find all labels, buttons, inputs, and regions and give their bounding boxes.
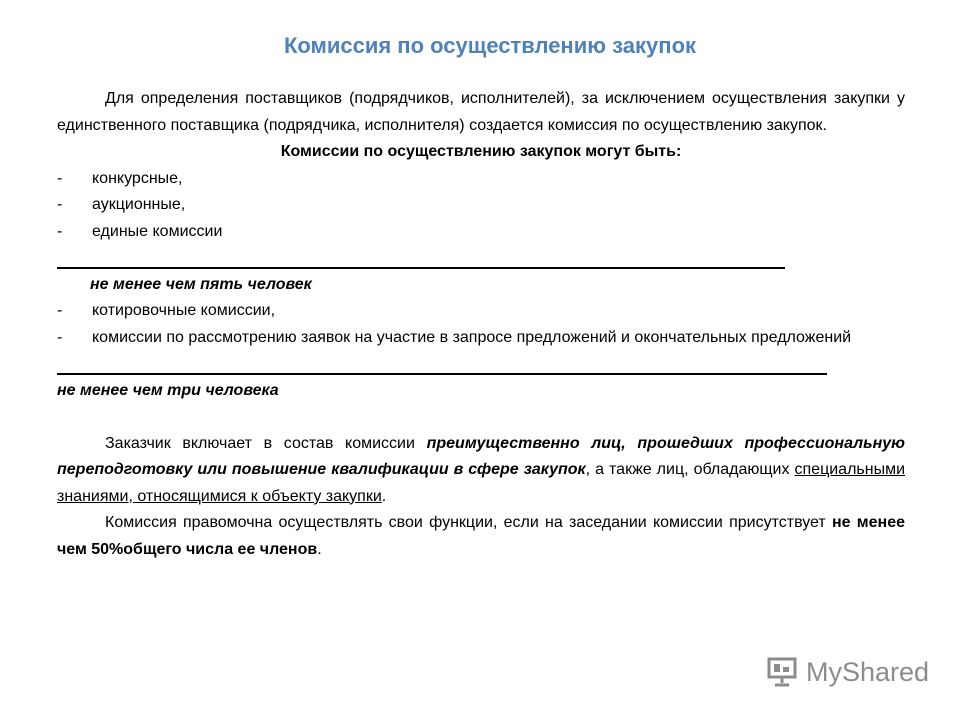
list-item bbox=[57, 219, 905, 246]
group1-min-members: не менее чем пять человек bbox=[90, 275, 312, 293]
group1-list bbox=[57, 166, 905, 246]
slide-body bbox=[57, 86, 905, 563]
watermark-logo bbox=[766, 655, 929, 689]
text-run-underline: специальными знаниями, относящимися к объекту закупки bbox=[57, 461, 906, 505]
divider bbox=[57, 245, 905, 272]
group2-min-members: не менее чем три человека bbox=[57, 381, 279, 399]
watermark-text: MyShared bbox=[806, 656, 930, 687]
page-title: Комиссия по осуществлению закупок bbox=[283, 33, 697, 58]
list-item-text: конкурсные, bbox=[92, 169, 183, 187]
text-run: Заказчик включает в состав комиссии bbox=[105, 434, 427, 452]
dash: - bbox=[57, 302, 63, 319]
text-run-bold: не менее чем 50%общего числа ее членов bbox=[57, 514, 905, 558]
types-heading: Комиссии по осуществлению закупок могут быть: bbox=[280, 143, 682, 160]
list-item bbox=[57, 166, 905, 193]
divider bbox=[57, 351, 905, 378]
list-item bbox=[57, 298, 905, 325]
dash: - bbox=[57, 169, 63, 187]
list-item-text: комиссии по рассмотрению заявок на участие в запросе предложений и окончательных предложений bbox=[92, 328, 852, 346]
text-run-emphasis: преимущественно лиц, прошедших профессиональную переподготовку или повышение квалификации в сфере закупок bbox=[57, 434, 906, 478]
dash: - bbox=[57, 196, 63, 213]
intro-paragraph: Для определения поставщиков (подрядчиков, исполнителей), за исключением осуществления закупки у единственного поставщика (подрядчика, исполнителя) создается комиссия по осуществлению закупок. bbox=[57, 90, 905, 134]
list-item bbox=[57, 192, 905, 219]
spacer bbox=[57, 404, 905, 431]
presentation-icon bbox=[766, 655, 800, 689]
list-item-text: аукционные, bbox=[92, 196, 186, 213]
group2-list bbox=[57, 298, 905, 351]
list-item-text: котировочные комиссии, bbox=[92, 302, 276, 319]
composition-paragraph bbox=[57, 431, 905, 511]
text-run: . bbox=[317, 540, 322, 558]
list-item bbox=[57, 325, 905, 352]
dash: - bbox=[57, 328, 63, 346]
text-run: , а также лиц, обладающих bbox=[585, 461, 795, 478]
text-run: Комиссия правомочна осуществлять свои функции, если на заседании комиссии присутствует bbox=[105, 514, 832, 531]
text-run: . bbox=[381, 487, 387, 505]
quorum-paragraph bbox=[57, 510, 905, 563]
dash: - bbox=[57, 222, 63, 240]
list-item-text: единые комиссии bbox=[92, 222, 223, 240]
